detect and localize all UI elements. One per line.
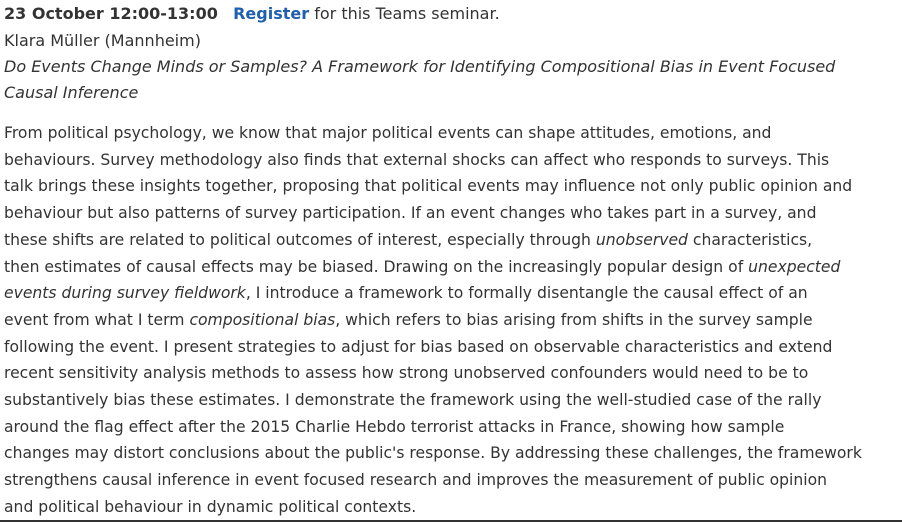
register-link[interactable]: Register — [233, 4, 310, 23]
abstract-line: From political psychology, we know that major political events can shape attitudes, emotions, and — [4, 124, 772, 142]
abstract-line: behaviours. Survey methodology also finds that external shocks can affect who responds to surveys. This — [4, 150, 830, 169]
abstract-line — [4, 254, 899, 281]
abstract-line — [4, 307, 899, 334]
abstract-line: changes may distort conclusions about the public's response. By addressing these challenges, the framework — [4, 444, 862, 463]
abstract-line: and political behaviour in dynamic political contexts. — [4, 497, 417, 516]
abstract-line — [4, 227, 899, 254]
seminar-title-line-2: Causal Inference — [4, 83, 139, 102]
abstract-text: characteristics, — [687, 230, 813, 249]
abstract-emphasis: compositional bias — [189, 310, 336, 329]
abstract-emphasis: unobserved — [595, 230, 688, 249]
abstract-text: , I introduce a framework to formally disentangle the causal effect of an — [245, 284, 808, 303]
seminar-title — [4, 54, 899, 106]
seminar-entry — [4, 0, 899, 521]
speaker-name: Klara Müller (Mannheim) — [4, 31, 201, 50]
abstract-text: these shifts are related to political outcomes of interest, especially through — [4, 230, 596, 249]
seminar-date: 23 October 12:00-13:00 — [4, 4, 218, 23]
abstract-text: , which refers to bias arising from shifts in the survey sample — [335, 310, 813, 329]
seminar-title-line-1: Do Events Change Minds or Samples? A Framework for Identifying Compositional Bias in Event Focused — [4, 57, 836, 76]
abstract-line: substantively bias these estimates. I demonstrate the framework using the well-studied case of the rally — [4, 391, 822, 410]
seminar-header-line — [4, 0, 899, 27]
abstract-line: strengthens causal inference in event focused research and improves the measurement of public opinion — [4, 471, 828, 490]
abstract-line: talk brings these insights together, proposing that political events may influence not only public opinion and — [4, 177, 853, 196]
abstract-emphasis: events during survey fieldwork — [4, 284, 246, 303]
abstract-line: behaviour but also patterns of survey participation. If an event changes who takes part in a survey, and — [4, 204, 817, 223]
register-suffix: for this Teams seminar. — [309, 4, 500, 23]
abstract-line: following the event. I present strategies to adjust for bias based on observable characteristics and extend — [4, 337, 833, 356]
abstract-line: around the flag effect after the 2015 Charlie Hebdo terrorist attacks in France, showing how sample — [4, 417, 785, 436]
abstract-emphasis: unexpected — [748, 257, 841, 276]
abstract-line: recent sensitivity analysis methods to assess how strong unobserved confounders would need to be to — [4, 364, 809, 383]
abstract-text: then estimates of causal effects may be biased. Drawing on the increasingly popular design of — [4, 257, 749, 276]
seminar-abstract — [4, 120, 899, 521]
abstract-line — [4, 280, 899, 307]
abstract-text: event from what I term — [4, 310, 190, 329]
